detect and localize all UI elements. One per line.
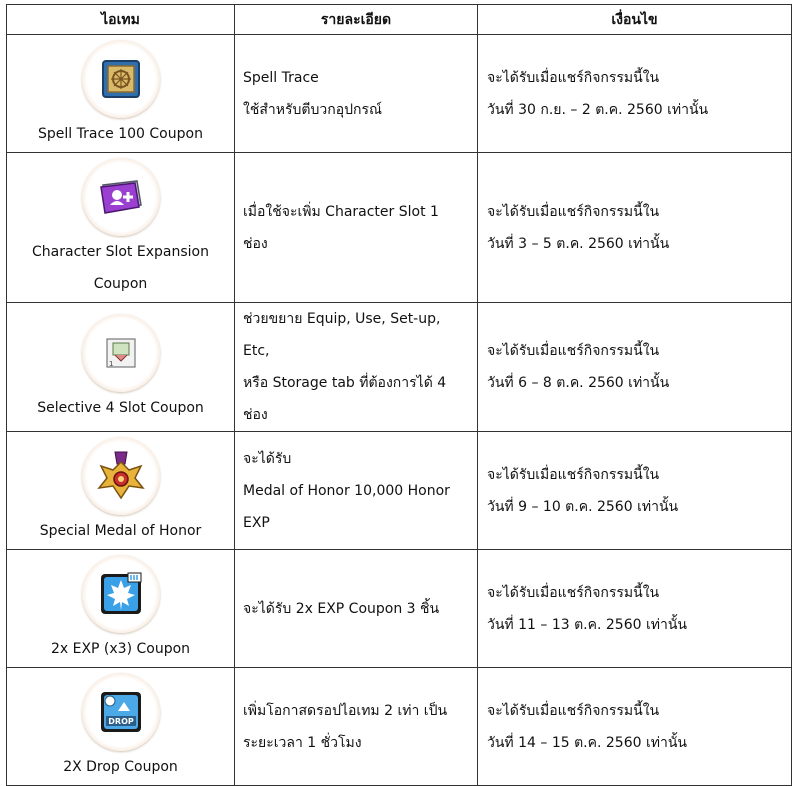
item-cell (7, 35, 235, 153)
detail-line: จะได้รับ (243, 450, 292, 467)
item-cell (7, 550, 235, 668)
drop-coupon-icon (97, 688, 145, 736)
detail-line: เมื่อใช้จะเพิ่ม Character Slot 1 ช่อง (243, 203, 439, 252)
detail-cell (235, 303, 478, 432)
character-slot-card-icon (97, 175, 145, 219)
svg-text:1: 1 (108, 359, 113, 368)
detail-line: หรือ Storage tab ที่ต้องการได้ 4 (243, 375, 447, 391)
condition-line: จะได้รับเมื่อแชร์กิจกรรมนี้ใน (487, 466, 660, 483)
header-detail: รายละเอียด (235, 5, 478, 35)
detail-line: เพิ่มโอกาสดรอปไอเทม 2 เท่า เป็น (243, 702, 448, 719)
item-cell (7, 668, 235, 786)
medal-icon (95, 450, 147, 502)
condition-line: วันที่ 6 – 8 ต.ค. 2560 เท่านั้น (487, 375, 670, 391)
reward-table (6, 4, 792, 786)
condition-cell (478, 153, 792, 303)
item-cell (7, 432, 235, 550)
condition-cell (478, 550, 792, 668)
detail-line: ระยะเวลา 1 ชั่วโมง (243, 734, 362, 751)
item-name: Coupon (93, 276, 148, 292)
condition-line: วันที่ 3 – 5 ต.ค. 2560 เท่านั้น (487, 235, 670, 252)
condition-cell (478, 432, 792, 550)
detail-line: ใช้สำหรับตีบวกอุปกรณ์ (243, 101, 382, 118)
item-name: Spell Trace 100 Coupon (38, 126, 203, 142)
item-badge (82, 673, 160, 751)
exp-maple-leaf-icon (97, 570, 145, 618)
table-row (7, 432, 792, 550)
condition-cell (478, 668, 792, 786)
header-row (7, 5, 792, 35)
condition-line: จะได้รับเมื่อแชร์กิจกรรมนี้ใน (487, 69, 660, 86)
detail-line: Spell Trace (243, 69, 319, 86)
table-row (7, 303, 792, 432)
detail-cell (235, 153, 478, 303)
table-row (7, 35, 792, 153)
detail-cell (235, 550, 478, 668)
detail-line: ช่อง (243, 407, 268, 423)
condition-line: วันที่ 30 ก.ย. – 2 ต.ค. 2560 เท่านั้น (487, 101, 709, 118)
item-cell (7, 153, 235, 303)
item-name: Selective 4 Slot Coupon (37, 399, 204, 416)
item-badge (82, 437, 160, 515)
item-name: 2X Drop Coupon (63, 759, 178, 775)
detail-cell (235, 432, 478, 550)
item-name: Special Medal of Honor (39, 523, 202, 539)
item-badge (82, 314, 160, 392)
detail-cell (235, 35, 478, 153)
condition-cell (478, 303, 792, 432)
condition-line: จะได้รับเมื่อแชร์กิจกรรมนี้ใน (487, 584, 660, 601)
item-name: 2x EXP (x3) Coupon (50, 641, 191, 657)
table-row (7, 668, 792, 786)
spell-trace-scroll-icon (99, 57, 143, 101)
item-name: Character Slot Expansion (32, 244, 209, 260)
detail-cell (235, 668, 478, 786)
condition-line: จะได้รับเมื่อแชร์กิจกรรมนี้ใน (487, 343, 660, 359)
condition-line: วันที่ 9 – 10 ต.ค. 2560 เท่านั้น (487, 498, 679, 515)
drop-icon-label: DROP (107, 717, 134, 726)
detail-line: จะได้รับ 2x EXP Coupon 3 ชิ้น (243, 600, 440, 617)
condition-line: วันที่ 14 – 15 ต.ค. 2560 เท่านั้น (487, 734, 687, 751)
detail-line: ช่วยขยาย Equip, Use, Set-up, Etc, (243, 311, 441, 359)
condition-line: วันที่ 11 – 13 ต.ค. 2560 เท่านั้น (487, 616, 687, 633)
condition-line: จะได้รับเมื่อแชร์กิจกรรมนี้ใน (487, 702, 660, 719)
header-item: ไอเทม (7, 5, 235, 35)
detail-line: Medal of Honor 10,000 Honor EXP (243, 482, 450, 531)
item-badge (82, 555, 160, 633)
condition-cell (478, 35, 792, 153)
table-row (7, 550, 792, 668)
item-badge (82, 40, 160, 118)
item-badge (82, 158, 160, 236)
condition-line: จะได้รับเมื่อแชร์กิจกรรมนี้ใน (487, 203, 660, 220)
item-cell (7, 303, 235, 432)
inventory-slot-ticket-icon (101, 333, 141, 373)
header-condition: เงื่อนไข (478, 5, 792, 35)
table-row (7, 153, 792, 303)
